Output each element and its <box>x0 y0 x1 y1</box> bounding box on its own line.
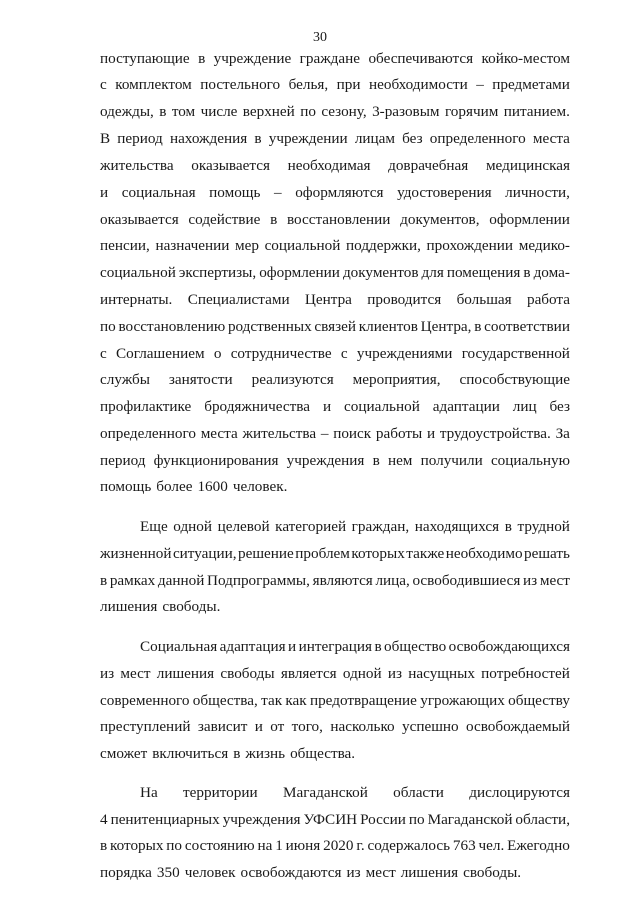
word: необходимо <box>445 545 523 562</box>
text-line <box>100 157 570 175</box>
text-line <box>100 665 570 683</box>
word: необходимая <box>287 157 371 174</box>
word: находящихся <box>414 518 500 535</box>
word: категорией <box>275 518 347 535</box>
word: включиться <box>152 745 229 762</box>
text-line <box>100 76 570 94</box>
word: клиентов <box>358 318 418 335</box>
text-line <box>100 452 570 470</box>
word: из <box>346 864 361 881</box>
word: лица, <box>375 572 410 589</box>
word: являются <box>312 572 373 589</box>
text-line <box>100 518 570 536</box>
word: проблем <box>295 545 350 562</box>
text-line <box>100 692 570 710</box>
word: – <box>476 76 484 93</box>
word: более <box>156 478 193 495</box>
word: в <box>504 518 512 535</box>
text-line <box>100 864 570 882</box>
word: оказывается <box>100 211 179 228</box>
word: Центра <box>304 291 352 308</box>
word: состоянию <box>184 837 255 854</box>
word: оформляются <box>295 184 384 201</box>
text-line <box>100 398 570 416</box>
word: Социальная <box>140 638 218 655</box>
word: с <box>100 345 107 362</box>
word: территории <box>183 784 258 801</box>
word: граждане <box>299 50 361 67</box>
word: решение <box>238 545 294 562</box>
word: места <box>532 130 570 147</box>
word: период <box>117 130 163 147</box>
word: по <box>408 811 425 828</box>
word: лицам <box>354 130 395 147</box>
word: период <box>100 452 146 469</box>
text-line <box>100 50 570 68</box>
word: также <box>406 545 445 562</box>
word: в <box>474 318 482 335</box>
word: Подпрограммы, <box>206 572 310 589</box>
word: современного <box>100 692 190 709</box>
word: решать <box>524 545 570 562</box>
text-line <box>100 264 570 282</box>
word: области, <box>515 811 570 828</box>
word: социальной <box>264 237 341 254</box>
word: жизненной <box>100 545 172 562</box>
word: 763 <box>452 837 476 854</box>
word: в <box>372 452 380 469</box>
word: содержалось <box>367 837 451 854</box>
word: того, <box>291 718 323 735</box>
word: человек <box>184 864 236 881</box>
word: которых <box>351 545 405 562</box>
word: помощь <box>100 478 152 495</box>
word: документов <box>342 264 419 281</box>
word: помощь <box>209 184 261 201</box>
text-line <box>100 130 570 148</box>
word: так <box>261 692 283 709</box>
word: оформлении <box>259 264 340 281</box>
word: учреждениями <box>356 345 453 362</box>
word: освобождающихся <box>448 638 570 655</box>
word: обществу <box>508 692 570 709</box>
word: общества. <box>290 745 356 762</box>
word: доврачебная <box>388 157 469 174</box>
word: без <box>402 130 423 147</box>
word: 3-разовым <box>372 103 440 120</box>
word: том <box>171 103 196 120</box>
word: На <box>140 784 158 801</box>
word: места <box>200 425 238 442</box>
word: интернаты. <box>100 291 173 308</box>
word: граждан, <box>351 518 410 535</box>
word: без <box>549 398 570 415</box>
word: ситуации, <box>172 545 237 562</box>
word: в <box>254 130 262 147</box>
word: с <box>340 345 348 362</box>
word: социальной <box>100 264 176 281</box>
word: и <box>100 184 109 201</box>
text-line <box>100 837 570 855</box>
word: из <box>100 665 115 682</box>
word: жительства <box>242 425 317 442</box>
word: работа <box>526 291 570 308</box>
word: данной <box>157 572 205 589</box>
word: мест <box>539 572 570 589</box>
word: мероприятия, <box>352 371 441 388</box>
word: целевой <box>217 518 270 535</box>
word: удостоверения <box>397 184 492 201</box>
word: государственной <box>461 345 570 362</box>
word: большая <box>456 291 512 308</box>
text-line <box>100 718 570 736</box>
word: 2020 <box>323 837 354 854</box>
word: рамках <box>109 572 156 589</box>
word: УФСИН <box>303 811 358 828</box>
word: успешно <box>402 718 459 735</box>
word: жизнь <box>245 745 286 762</box>
word: Магаданской <box>282 784 368 801</box>
word: поддержки, <box>346 237 421 254</box>
word: и <box>254 718 263 735</box>
word: – <box>274 184 282 201</box>
word: определенного <box>429 130 526 147</box>
word: в <box>233 745 241 762</box>
word: которых <box>110 837 164 854</box>
word: сможет <box>100 745 148 762</box>
word: комплектом <box>115 76 192 93</box>
word: июня <box>285 837 321 854</box>
word: содействие <box>188 211 261 228</box>
word: по <box>300 103 316 120</box>
word: реализуются <box>251 371 334 388</box>
word: о <box>213 345 222 362</box>
text-line <box>100 211 570 229</box>
word: одной <box>173 518 213 535</box>
word: Ежегодно <box>507 837 570 854</box>
word: восстановлению <box>118 318 226 335</box>
page-number: 30 <box>313 30 327 45</box>
word: учреждения <box>286 452 365 469</box>
word: адаптация <box>219 638 286 655</box>
word: России <box>360 811 406 828</box>
text-line <box>100 784 570 802</box>
word: сотрудничестве <box>230 345 332 362</box>
word: пенитенциарных <box>110 811 220 828</box>
word: назначении <box>155 237 230 254</box>
word: потребностей <box>481 665 570 682</box>
text-line <box>100 371 570 389</box>
word: угрожающих <box>420 692 505 709</box>
word: личности, <box>505 184 570 201</box>
word: жительства <box>100 157 174 174</box>
word: свободы. <box>162 598 221 615</box>
word: преступлений <box>100 718 191 735</box>
word: интеграция <box>298 638 373 655</box>
word: постельного <box>200 76 281 93</box>
word: как <box>285 692 307 709</box>
word: и <box>426 425 436 442</box>
word: по <box>166 837 183 854</box>
word: мест <box>365 864 396 881</box>
word: помещения <box>446 264 521 281</box>
word: в <box>523 264 531 281</box>
word: 350 <box>156 864 180 881</box>
word: из <box>387 665 403 682</box>
word: нахождения <box>169 130 248 147</box>
word: лиц <box>512 398 537 415</box>
word: способствующие <box>459 371 570 388</box>
word: документов, <box>400 211 480 228</box>
word: одной <box>342 665 382 682</box>
word: общества, <box>192 692 258 709</box>
text-line <box>100 598 570 616</box>
word: из <box>523 572 538 589</box>
word: и <box>288 638 297 655</box>
word: медицинская <box>485 157 570 174</box>
word: бродяжничества <box>204 398 311 415</box>
word: связей <box>314 318 356 335</box>
word: освобождаются <box>240 864 342 881</box>
word: – <box>320 425 329 442</box>
word: освободившиеся <box>412 572 521 589</box>
word: соответствии <box>484 318 570 335</box>
word: медико- <box>518 237 570 254</box>
word: работы <box>375 425 423 442</box>
word: предметами <box>492 76 570 93</box>
word: оказывается <box>191 157 270 174</box>
word: Еще <box>140 518 168 535</box>
text-line <box>100 478 570 496</box>
text-line <box>100 545 570 563</box>
word: является <box>280 665 337 682</box>
word: обеспечиваются <box>368 50 474 67</box>
word: мер <box>234 237 259 254</box>
word: питанием. <box>503 103 570 120</box>
word: койко-местом <box>481 50 570 67</box>
word: на <box>257 837 273 854</box>
word: получили <box>420 452 483 469</box>
word: функционирования <box>153 452 279 469</box>
text-line <box>100 572 570 590</box>
word: числе <box>200 103 238 120</box>
word: при <box>336 76 361 93</box>
text-line <box>100 184 570 202</box>
word: службы <box>100 371 150 388</box>
text-line <box>100 745 570 763</box>
word: насущных <box>408 665 475 682</box>
word: области <box>393 784 444 801</box>
word: трудоустройства. <box>439 425 551 442</box>
word: с <box>100 76 107 93</box>
word: учреждении <box>268 130 348 147</box>
word: человек. <box>232 478 288 495</box>
word: белья, <box>288 76 329 93</box>
word: в <box>100 572 108 589</box>
word: в <box>270 211 278 228</box>
word: трудной <box>517 518 570 535</box>
word: дома- <box>533 264 570 281</box>
word: прохождении <box>426 237 514 254</box>
text-line <box>100 103 570 121</box>
word: в <box>198 50 206 67</box>
word: проводится <box>367 291 442 308</box>
text-line <box>100 811 570 829</box>
word: нем <box>387 452 413 469</box>
word: от <box>270 718 285 735</box>
word: определенного <box>100 425 196 442</box>
word: пенсии, <box>100 237 150 254</box>
word: учреждение <box>213 50 292 67</box>
text-line <box>100 638 570 656</box>
text-line <box>100 291 570 309</box>
word: Соглашением <box>116 345 205 362</box>
word: мест <box>120 665 151 682</box>
word: оформлении <box>489 211 570 228</box>
word: общество <box>384 638 447 655</box>
word: поиск <box>333 425 372 442</box>
word: социальную <box>490 452 570 469</box>
word: социальная <box>121 184 196 201</box>
word: дислоцируются <box>469 784 570 801</box>
word: адаптации <box>432 398 500 415</box>
text-line <box>100 318 570 336</box>
word: в <box>159 103 167 120</box>
word: в <box>374 638 382 655</box>
word: верхней <box>242 103 295 120</box>
text-line <box>100 425 570 443</box>
word: Специалистами <box>187 291 290 308</box>
word: лишения <box>400 864 459 881</box>
word: для <box>421 264 444 281</box>
word: лишения <box>156 665 215 682</box>
word: по <box>100 318 116 335</box>
word: свободы <box>220 665 275 682</box>
word: родственных <box>227 318 312 335</box>
word: восстановлении <box>286 211 391 228</box>
word: 1 <box>275 837 283 854</box>
word: чел. <box>478 837 505 854</box>
word: необходимости <box>368 76 468 93</box>
word: За <box>555 425 570 442</box>
word: освобождаемый <box>466 718 570 735</box>
word: Центра, <box>420 318 472 335</box>
word: горячим <box>444 103 499 120</box>
word: и <box>322 398 332 415</box>
word: зависит <box>197 718 248 735</box>
word: экспертизы, <box>178 264 257 281</box>
word: лишения <box>100 598 158 615</box>
word: одежды, <box>100 103 154 120</box>
word: г. <box>356 837 365 854</box>
text-line <box>100 237 570 255</box>
word: профилактике <box>100 398 192 415</box>
word: предотвращение <box>309 692 417 709</box>
word: поступающие <box>100 50 190 67</box>
word: Магаданской <box>427 811 513 828</box>
word: сезону, <box>321 103 367 120</box>
word: учреждения <box>222 811 301 828</box>
text-line <box>100 345 570 363</box>
word: порядка <box>100 864 152 881</box>
word: В <box>100 130 111 147</box>
word: занятости <box>168 371 233 388</box>
word: насколько <box>330 718 395 735</box>
word: социальной <box>344 398 420 415</box>
word: свободы. <box>463 864 522 881</box>
word: 4 <box>100 811 108 828</box>
word: 1600 <box>197 478 228 495</box>
word: в <box>100 837 108 854</box>
